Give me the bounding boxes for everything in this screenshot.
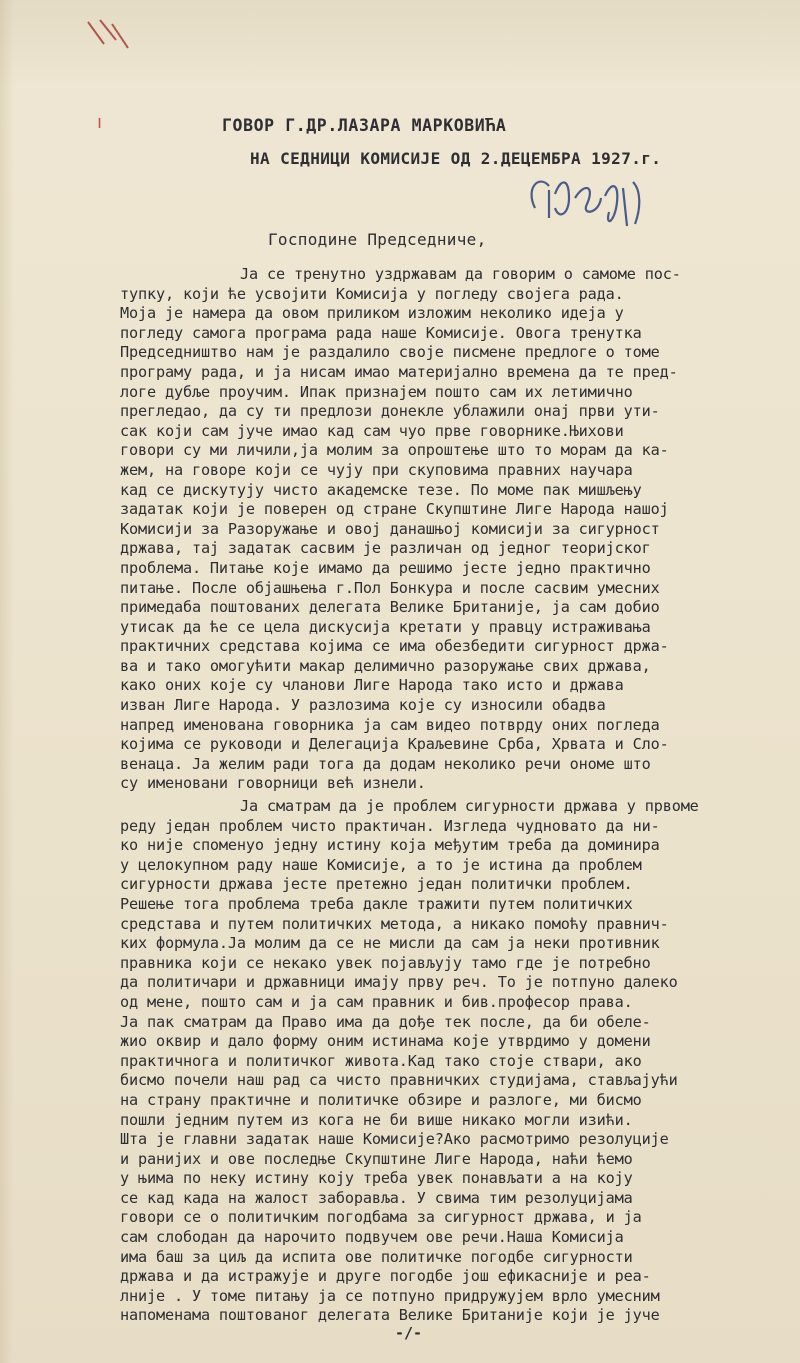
margin-red-mark: ı (97, 112, 103, 133)
text-line: Шта је главни задатак наше Комисије?Ако расмотримо резолуције (120, 1130, 669, 1149)
page-number: -/- (395, 1324, 423, 1342)
text-line: жио оквир и дало форму оним истинама које утврдимо у домени (120, 1032, 651, 1051)
text-line: утисак да ће се цела дискусија кретати у правцу истраживања (120, 617, 651, 636)
text-line: средстава и путем политичких метода, а никако помоћу правнич- (120, 914, 669, 933)
text-line: како оних које су чланови Лиге Народа тако исто и држава (120, 676, 624, 695)
text-line: Комисији за Разоружање и овој данашњој комисији за сигурност (120, 519, 660, 538)
text-line: напоменама поштованог делегата Велике Британије који је јуче (120, 1306, 660, 1325)
text-line: практичнога и политичког живота.Кад тако стоје ствари, ако (120, 1051, 642, 1070)
text-line: напред именована говорника ја сам видео потврду оних погледа (120, 715, 660, 734)
text-line: од мене, пошто сам и ја сам правник и бив.професор права. (120, 992, 633, 1011)
paragraph-1 (120, 265, 800, 794)
text-line: говори су ми личили,ја молим за опроштење што то морам да ка- (120, 441, 669, 460)
text-line: су именовани говорници већ изнели. (120, 774, 426, 793)
text-line: сигурности држава јесте претежно један политички проблем. (120, 875, 633, 894)
text-line: држава и да истражује и друге погодбе још ефикасније и реа- (120, 1267, 651, 1286)
text-line: питање. После објашњења г.Пол Бонкура и после сасвим умесних (120, 578, 660, 597)
text-line: у целокупном раду наше Комисије, а то је истина да проблем (120, 855, 642, 874)
text-line: задатак који је поверен од стране Скупштине Лиге Народа нашој (120, 500, 669, 519)
text-line: Моја је намера да овом приликом изложим неколико идеја у (120, 304, 624, 323)
text-line: којима се руководи и Делегација Краљевине Срба, Хрвата и Сло- (120, 735, 669, 754)
text-line: практичних средстава којима се има обезбедити сигурност држа- (120, 637, 669, 656)
text-line: бисмо почели наш рад са чисто правничких студијама, стављајући (120, 1071, 678, 1090)
text-line: у њима по неку истину коју треба увек понављати а на коју (120, 1169, 633, 1188)
text-line: држава, тај задатак сасвим је различан од једног теоријског (120, 539, 651, 558)
text-line: реду један проблем чисто практичан. Изгледа чудновато да ни- (120, 816, 660, 835)
paper-edge-shadow (0, 0, 14, 1363)
paragraph-2 (120, 797, 800, 1326)
text-line: погледу самога програма рада наше Комисије. Овога тренутка (120, 323, 642, 342)
text-line: примедаба поштованих делегата Велике Британије, ја сам добио (120, 598, 660, 617)
text-line: логе дубље проучим. Ипак признајем пошто сам их летимично (120, 382, 633, 401)
document-subtitle: НА СЕДНИЦИ КОМИСИЈЕ ОД 2.ДЕЦЕМБРА 1927.г. (250, 149, 662, 168)
text-line: Решење тога проблема треба дакле тражити путем политичких (120, 894, 633, 913)
text-line: лније . У томе питању ја се потпуно придружујем врло умесним (120, 1286, 660, 1305)
text-line: се кад када на жалост заборавља. У свима тим резолуцијама (120, 1188, 633, 1207)
text-line: жем, на говоре који се чују при скуповима правних научара (120, 460, 633, 479)
document-title: ГОВОР Г.ДР.ЛАЗАРА МАРКОВИЋА (222, 116, 507, 135)
text-line: правника који се некако увек појављују тамо где је потребно (120, 953, 651, 972)
salutation: Господине Председниче, (268, 230, 487, 249)
text-line: венаца. Ја желим ради тога да додам неколико речи ономе што (120, 754, 651, 773)
text-line: Ја сматрам да је проблем сигурности држава у првоме (240, 797, 699, 815)
handwritten-annotation (525, 168, 645, 246)
text-line: пошли једним путем из кога не би више никако могли изићи. (120, 1110, 633, 1129)
text-line: Ја се тренутно уздржавам да говорим о самоме пос- (240, 265, 681, 283)
text-line: програму рада, и ја нисам имао материјално времена да те пред- (120, 362, 678, 381)
text-line: ко није споменуо једну истину која међутим треба да доминира (120, 836, 660, 855)
text-line: Ја пак сматрам да Право има да дође тек после, да би обеле- (120, 1012, 651, 1031)
text-line: да политичари и државници имају прву реч. То је потпуно далеко (120, 973, 678, 992)
text-line: на страну практичне и политичке обзире и разлоге, ми бисмо (120, 1090, 642, 1109)
text-line: прегледао, да су ти предлози донекле ублажили онај први ути- (120, 402, 660, 421)
corner-pencil-marks (82, 18, 142, 68)
text-line: проблема. Питање које имамо да решимо јесте једно практично (120, 558, 651, 577)
text-line: кад се дискутују чисто академске тезе. По моме пак мишљењу (120, 480, 642, 499)
text-line: Председништво нам је раздалило своје писмене предлоге о томе (120, 343, 660, 362)
text-line: ва и тако омогућити макар делимично разоружање свих држава, (120, 656, 651, 675)
text-line: говори се о политичким погодбама за сигурност држава, и ја (120, 1208, 642, 1227)
text-line: тупку, који ће усвојити Комисија у погледу својега рада. (120, 284, 624, 303)
text-line: изван Лиге Народа. У разлозима које су износили обадва (120, 696, 606, 715)
text-line: сам слободан да нарочито подвучем ове речи.Наша Комисија (120, 1228, 624, 1247)
text-line: ких формула.Ја молим да се не мисли да сам ја неки противник (120, 934, 660, 953)
text-line: и ранијих и ове последње Скупштине Лиге Народа, наћи ћемо (120, 1149, 633, 1168)
text-line: има баш за циљ да испита ове политичке погодбе сигурности (120, 1247, 633, 1266)
text-line: сак који сам јуче имао кад сам чуо прве говорнике.Њихови (120, 421, 624, 440)
